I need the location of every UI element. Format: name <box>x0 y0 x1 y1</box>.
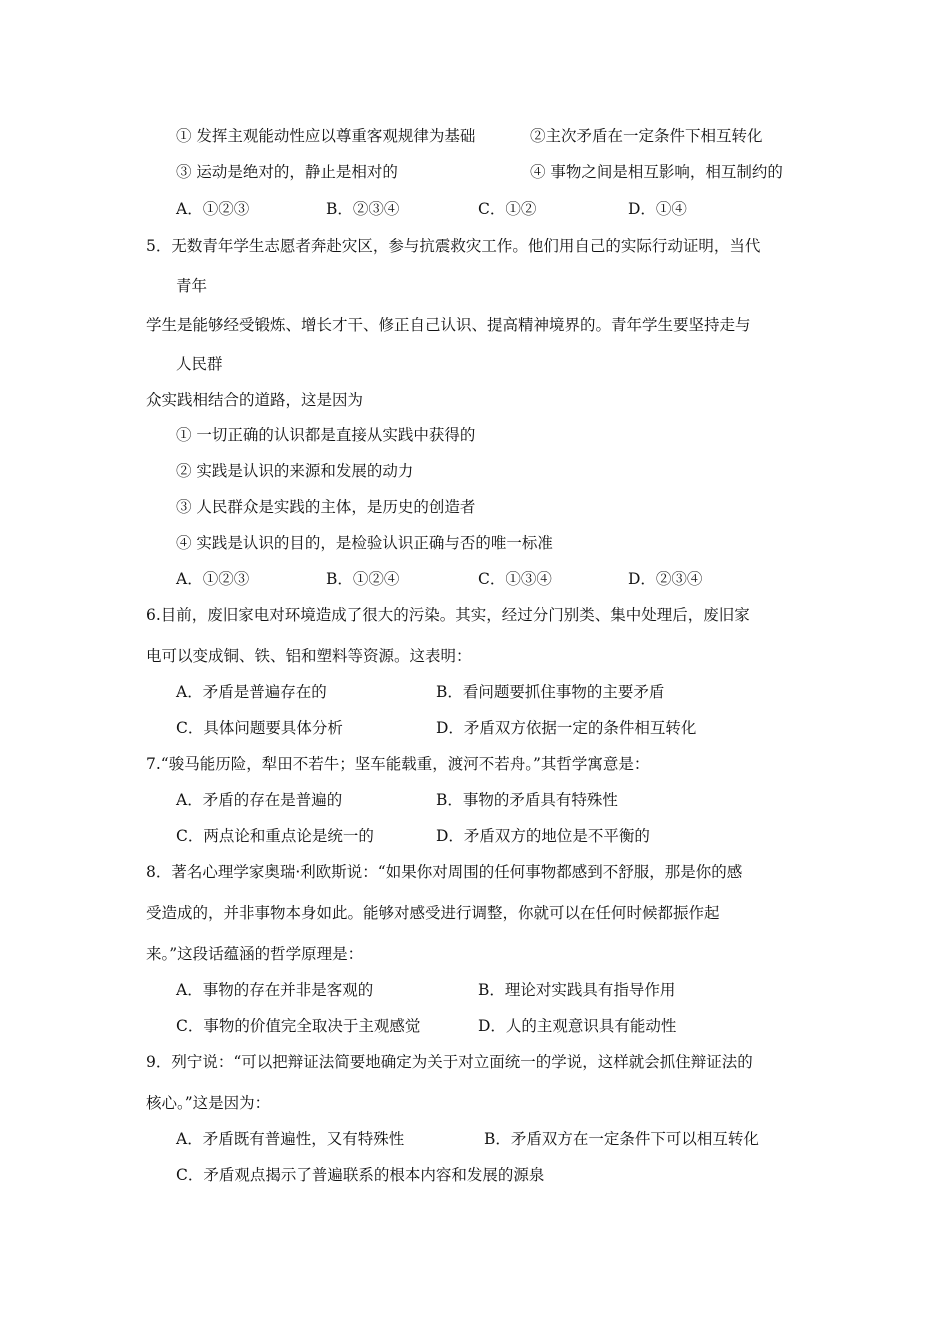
q8-stem-line-2: 受造成的，并非事物本身如此。能够对感受进行调整，你就可以在任何时候都振作起 <box>146 904 720 922</box>
q6-stem-line-2: 电可以变成铜、铁、铝和塑料等资源。这表明： <box>146 647 472 665</box>
q5-stem-line-4: 人民群 <box>176 355 223 373</box>
q6-choice-a: A．矛盾是普遍存在的 <box>176 683 327 701</box>
q4-choice-d: D．①④ <box>628 200 687 218</box>
q6-choice-d: D．矛盾双方依据一定的条件相互转化 <box>436 719 697 737</box>
q8-stem-line-3: 来。”这段话蕴涵的哲学原理是： <box>146 945 364 963</box>
q7-choice-b: B．事物的矛盾具有特殊性 <box>436 791 618 809</box>
q6-choice-b: B．看问题要抓住事物的主要矛盾 <box>436 683 665 701</box>
q9-stem-line-2: 核心。”这是因为： <box>146 1094 271 1112</box>
q6-choice-c: C．具体问题要具体分析 <box>176 719 343 737</box>
q4-choice-c: C．①② <box>478 200 537 218</box>
q5-choice-d: D．②③④ <box>628 570 703 588</box>
q5-stem-line-3: 学生是能够经受锻炼、增长才干、修正自己认识、提高精神境界的。青年学生要坚持走与 <box>146 316 751 334</box>
q8-choice-a: A．事物的存在并非是客观的 <box>176 981 374 999</box>
q4-option-3: ③ 运动是绝对的，静止是相对的 <box>176 163 398 181</box>
q8-choice-d: D．人的主观意识具有能动性 <box>478 1017 677 1035</box>
q5-stem-line-5: 众实践相结合的道路，这是因为 <box>146 391 364 409</box>
q5-choice-a: A．①②③ <box>176 570 250 588</box>
q7-choice-a: A．矛盾的存在是普遍的 <box>176 791 343 809</box>
q8-choice-c: C．事物的价值完全取决于主观感觉 <box>176 1017 421 1035</box>
q5-option-4: ④ 实践是认识的目的，是检验认识正确与否的唯一标准 <box>176 534 553 552</box>
q7-choice-d: D．矛盾双方的地位是不平衡的 <box>436 827 650 845</box>
q6-stem-line-1: 6.目前，废旧家电对环境造成了很大的污染。其实，经过分门别类、集中处理后，废旧家 <box>146 606 750 624</box>
q4-option-4: ④ 事物之间是相互影响，相互制约的 <box>530 163 783 181</box>
q5-option-2: ② 实践是认识的来源和发展的动力 <box>176 462 414 480</box>
q9-choice-b: B．矛盾双方在一定条件下可以相互转化 <box>484 1130 759 1148</box>
q4-choice-b: B．②③④ <box>326 200 400 218</box>
q9-choice-a: A．矛盾既有普遍性，又有特殊性 <box>176 1130 405 1148</box>
q4-option-2: ②主次矛盾在一定条件下相互转化 <box>530 127 763 145</box>
q5-option-3: ③ 人民群众是实践的主体，是历史的创造者 <box>176 498 476 516</box>
q5-choice-b: B．①②④ <box>326 570 400 588</box>
q8-choice-b: B．理论对实践具有指导作用 <box>478 981 676 999</box>
q4-choice-a: A．①②③ <box>176 200 250 218</box>
q5-option-1: ① 一切正确的认识都是直接从实践中获得的 <box>176 426 476 444</box>
q4-option-1: ① 发挥主观能动性应以尊重客观规律为基础 <box>176 127 476 145</box>
q9-stem-line-1: 9．列宁说：“可以把辩证法简要地确定为关于对立面统一的学说，这样就会抓住辩证法的 <box>146 1053 753 1071</box>
q5-stem-line-1: 5．无数青年学生志愿者奔赴灾区，参与抗震救灾工作。他们用自己的实际行动证明，当代 <box>146 237 761 255</box>
q7-stem: 7.“骏马能历险，犁田不若牛；坚车能载重，渡河不若舟。”其哲学寓意是： <box>146 755 650 773</box>
q9-choice-c: C．矛盾观点揭示了普遍联系的根本内容和发展的源泉 <box>176 1166 545 1184</box>
q5-choice-c: C．①③④ <box>478 570 552 588</box>
q8-stem-line-1: 8．著名心理学家奥瑞·利欧斯说：“如果你对周围的任何事物都感到不舒服，那是你的感 <box>146 863 743 881</box>
q7-choice-c: C．两点论和重点论是统一的 <box>176 827 374 845</box>
q5-stem-line-2: 青年 <box>176 277 208 295</box>
